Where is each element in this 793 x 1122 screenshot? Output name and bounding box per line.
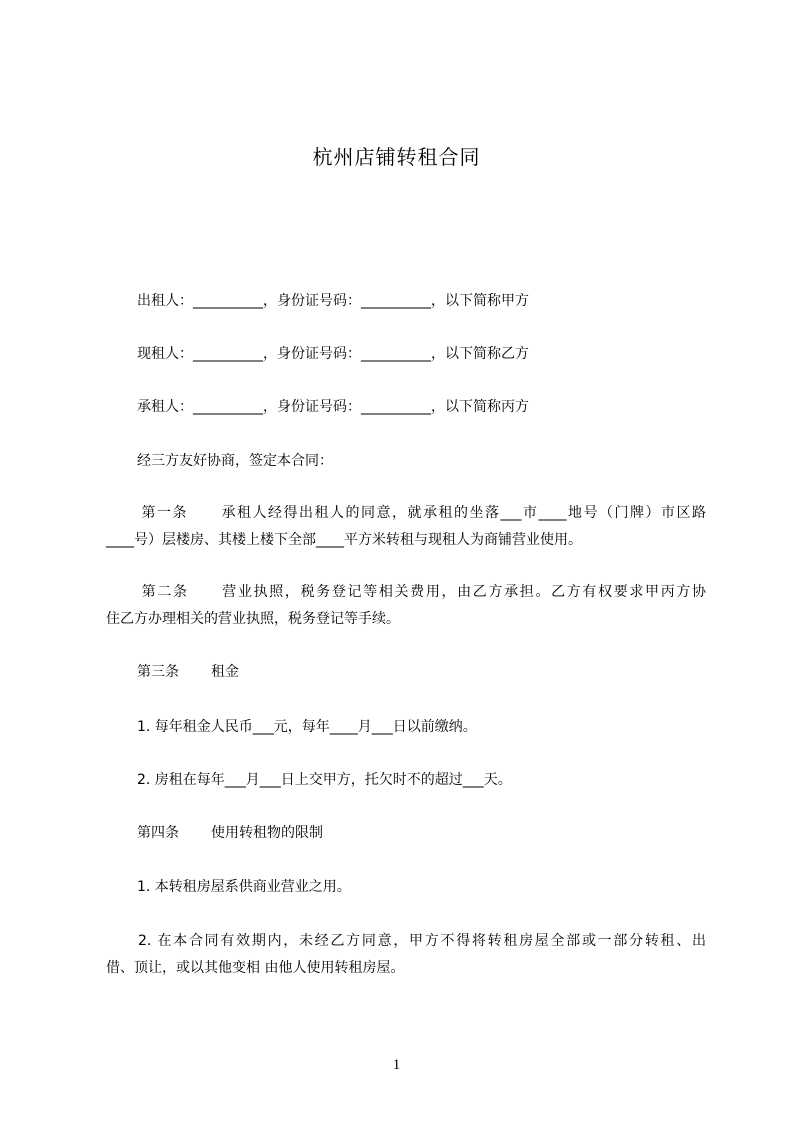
article-4-item-2-line-2: 借、顶让，或以其他变相 由他人使用转租房屋。 (106, 960, 405, 976)
article-1-line-1 (106, 500, 706, 527)
article-1-text-1: 承租人经得出租人的同意，就承租的坐落___市____地号（门牌）市区路 (220, 505, 706, 521)
article-4-item-2-line-1 (106, 928, 706, 955)
article-4-item-2 (106, 928, 706, 982)
article-3-header (137, 659, 239, 685)
article-4-header (137, 820, 323, 846)
article-1-line-2: ____号）层楼房、其楼上楼下全部____平方米转租与现租人为商铺营业使用。 (106, 532, 582, 548)
page-number: 1 (392, 1057, 401, 1073)
article-3-item-2: 2. 房租在每年___月___日上交甲方，托欠时不的超过___天。 (137, 772, 512, 788)
article-3-heading: 第三条 (137, 664, 179, 680)
article-4-item-2-text-1: 2. 在本合同有效期内，未经乙方同意，甲方不得将转租房屋全部或一部分转租、出 (138, 933, 706, 949)
article-4-item-1: 1. 本转租房屋系供商业营业之用。 (137, 879, 351, 895)
article-2-heading: 第二条 (140, 584, 189, 600)
article-3-item-1: 1. 每年租金人民币___元，每年____月___日以前缴纳。 (137, 719, 477, 735)
article-2 (106, 579, 706, 633)
article-2-line-2: 住乙方办理相关的营业执照，税务登记等手续。 (106, 611, 400, 627)
article-1-heading: 第一条 (140, 505, 188, 521)
article-4-heading: 第四条 (137, 825, 179, 841)
article-2-line-1 (106, 579, 706, 606)
party-subtenant: 承租人：__________，身份证号码：__________，以下简称丙方 (137, 399, 529, 415)
article-3-subject: 租金 (211, 664, 239, 680)
document-title: 杭州店铺转租合同 (312, 145, 481, 169)
article-4-subject: 使用转租物的限制 (211, 825, 323, 841)
article-1 (106, 500, 706, 554)
intro-text: 经三方友好协商，签定本合同： (137, 453, 333, 469)
party-lessor: 出租人：__________，身份证号码：__________，以下简称甲方 (137, 293, 529, 309)
article-2-text-1: 营业执照，税务登记等相关费用，由乙方承担。乙方有权要求甲丙方协 (220, 584, 707, 600)
party-current-tenant: 现租人：__________，身份证号码：__________，以下简称乙方 (137, 346, 529, 362)
